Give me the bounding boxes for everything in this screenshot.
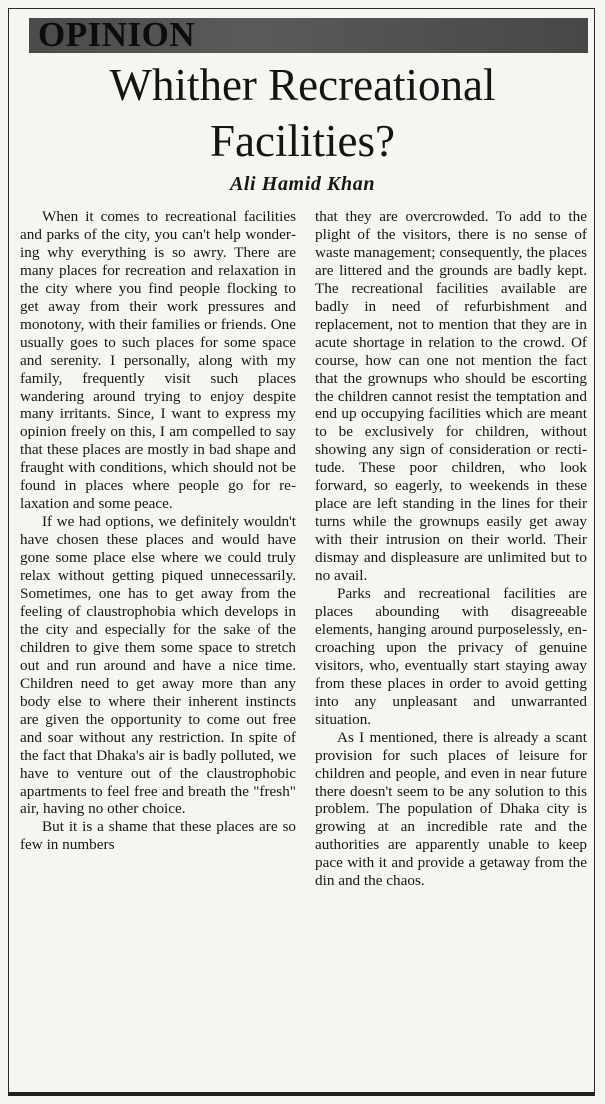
bottom-rule [8, 1092, 595, 1096]
headline-line-2: Facilities? [210, 116, 395, 166]
byline: Ali Hamid Khan [229, 173, 376, 195]
paragraph: When it comes to recreational facilities and parks of the city, you can't help wondering why everything is so awry. There are many places for recreation and relaxation in the city where you find people flocking to get away from their work pressures and monotony, with their families or friends. One usually goes to such places for some space and serenity. I personally, along with my family, frequently visit such places wandering around trying to enjoy despite many irritants. Since, I want to express my opinion freely on this, I am compelled to say that these places are mostly in bad shape and fraught with conditions, which should not be found in places where people go for relaxation and some peace. [20, 208, 296, 513]
paragraph: that they are overcrowded. To add to the plight of the visitors, there is no sense of waste management; consequently, the places are littered and the grounds are badly kept. The recreational facilities available are badly in need of refurbishment and replacement, not to mention that they are in acute shortage in relation to the crowd. Of course, how can one not mention the fact that the grownups who should be escorting the children cannot resist the temptation and end up occupying facilities which are meant to be exclusively for children, without showing any sign of consideration or rectitude. These poor children, who look forward, so eagerly, to weekends in these place are left standing in the lines for their turns while the grownups easily get away with their intrusion on their world. Their dismay and displeasure are unlimited but to no avail. [315, 208, 587, 585]
right-column [315, 208, 587, 890]
paragraph: As I mentioned, there is already a scant provision for such places of leisure for children and people, and even in near future there doesn't seem to be any solution to this problem. The population of Dhaka city is growing at an incredible rate and the authorities are apparently unable to keep pace with it and provide a getaway from the din and the chaos. [315, 728, 587, 890]
section-label: OPINION [38, 15, 196, 54]
paragraph: But it is a shame that these places are so few in numbers [20, 818, 296, 854]
paragraph: If we had options, we definitely wouldn't have chosen these places and would have gone some place else where we could truly relax without getting piqued unnecessarily. Sometimes, one has to get away from the feeling of claustrophobia which develops in the city and especially for the sake of the children to give them some space to stretch out and run around and have a nice time. Children need to get away more than any body else to where their inherent instincts are given the opportunity to come out free and soar without any restriction. In spite of the fact that Dhaka's air is badly polluted, we have to venture out of the claustrophobic apartments to feel free and breath the "fresh" air, having no other choice. [20, 513, 296, 818]
left-column [20, 208, 296, 854]
headline-line-1: Whither Recreational [109, 60, 496, 110]
paragraph: Parks and recreational facilities are places abounding with disagreeable elements, hanging around purposelessly, encroaching upon the privacy of genuine visitors, who, eventually start staying away from these places in order to avoid getting into any unpleasant and unwarranted situation. [315, 585, 587, 728]
